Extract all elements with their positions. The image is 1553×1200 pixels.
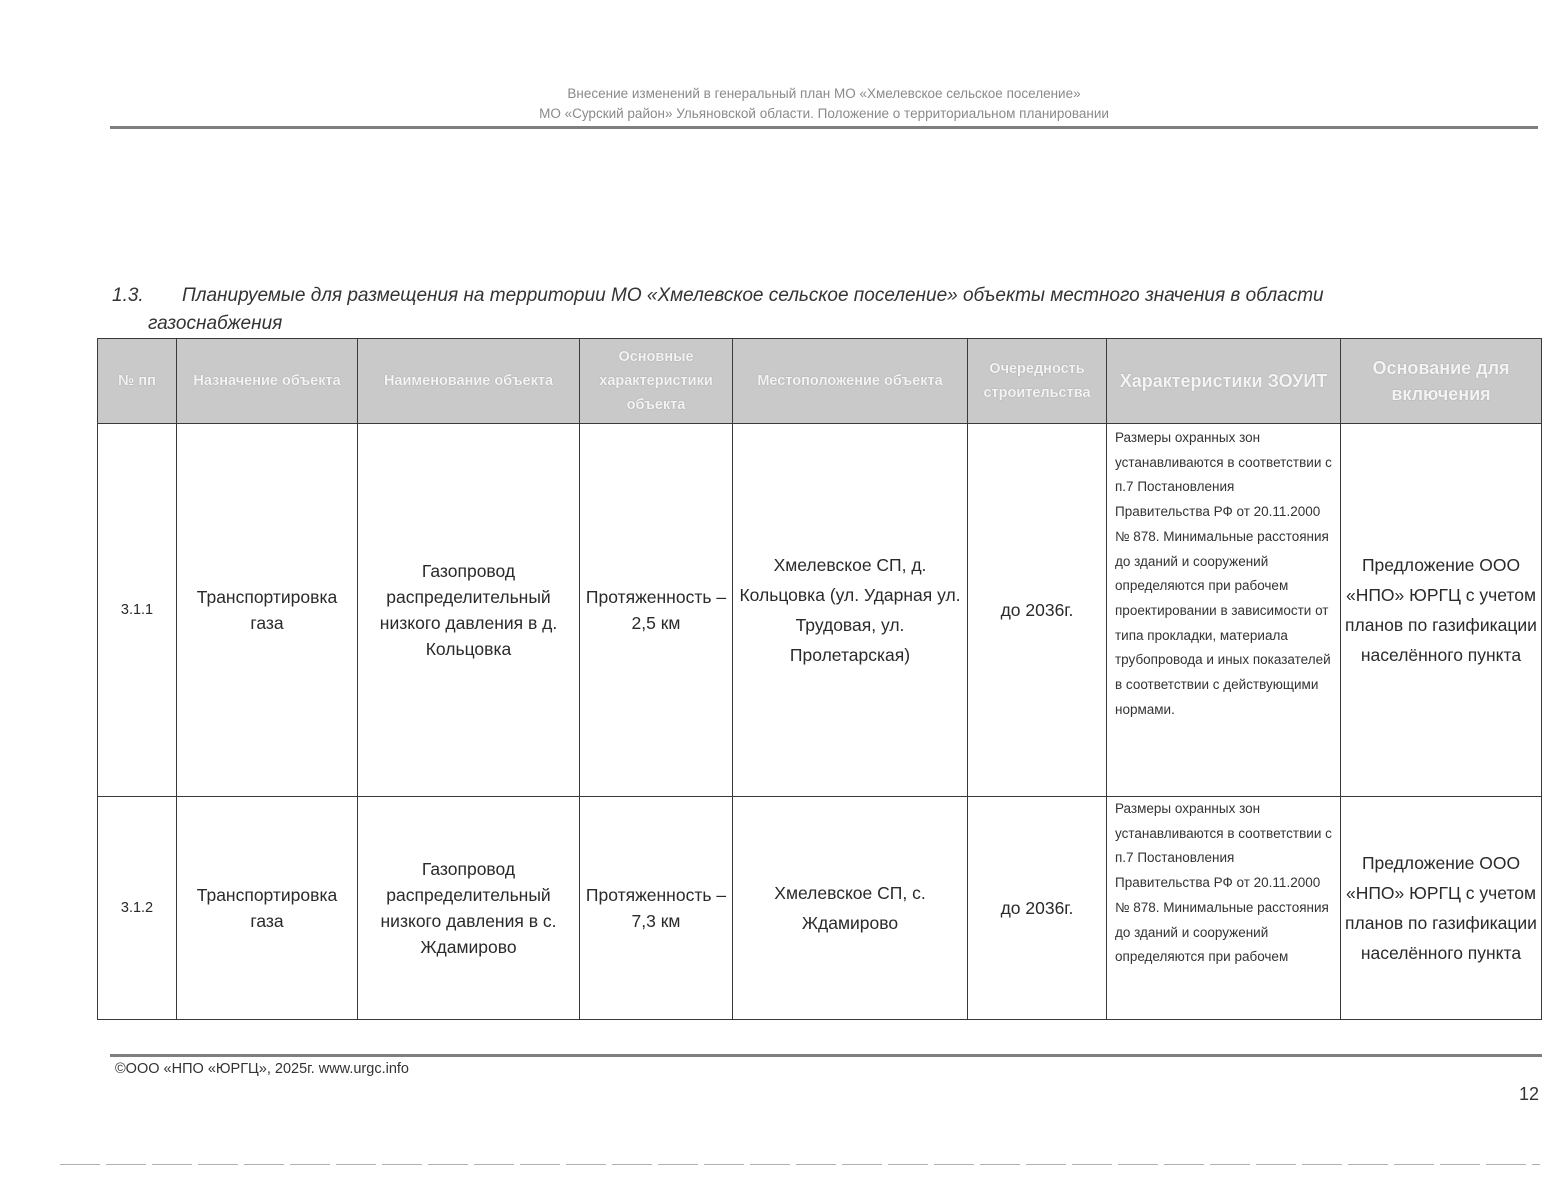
header-num: № пп: [98, 339, 177, 424]
header-line-1: Внесение изменений в генеральный план МО «Хмелевское сельское поселение»: [567, 86, 1081, 101]
cell-zouit: [1107, 797, 1341, 1020]
cell-stage: до 2036г.: [968, 424, 1107, 797]
header-rule: [110, 126, 1538, 129]
header-basis: Основание для включения: [1341, 339, 1542, 424]
section-title: [112, 282, 1538, 338]
cell-zouit-text: Размеры охранных зон устанавливаются в соответствии с п.7 Постановления Правительства РФ от 20.11.2000 № 878. Минимальные расстояния до зданий и сооружений определяются при рабочем: [1115, 801, 1332, 965]
header-line-2: МО «Сурский район» Ульяновской области. Положение о территориальном планировании: [539, 106, 1109, 121]
cell-purpose: Транспортировка газа: [177, 424, 358, 797]
cell-stage: до 2036г.: [968, 797, 1107, 1020]
running-header: [110, 84, 1538, 124]
table-row: [98, 424, 1542, 797]
cell-specs: Протяженность – 7,3 км: [580, 797, 733, 1020]
cell-specs: Протяженность – 2,5 км: [580, 424, 733, 797]
gas-objects-table: [97, 338, 1542, 1020]
section-number: 1.3.: [112, 285, 144, 306]
header-purpose: Назначение объекта: [177, 339, 358, 424]
footer-copyright: ©ООО «НПО «ЮРГЦ», 2025г. www.urgc.info: [115, 1061, 409, 1077]
header-specs: Основные характеристики объекта: [580, 339, 733, 424]
cell-location: Хмелевское СП, д. Кольцовка (ул. Ударная ул. Трудовая, ул. Пролетарская): [733, 424, 968, 797]
cell-name: Газопровод распределительный низкого давления в д. Кольцовка: [358, 424, 580, 797]
footer-rule: [110, 1054, 1542, 1057]
cell-zouit: Размеры охранных зон устанавливаются в соответствии с п.7 Постановления Правительства РФ от 20.11.2000 № 878. Минимальные расстояния до зданий и сооружений определяются при рабочем проектировании в зависимости от типа прокладки, материала трубопровода и иных показателей в соответствии с действующими нормами.: [1107, 424, 1341, 797]
cell-name: Газопровод распределительный низкого давления в с. Ждамирово: [358, 797, 580, 1020]
cell-location: Хмелевское СП, с. Ждамирово: [733, 797, 968, 1020]
header-name: Наименование объекта: [358, 339, 580, 424]
cell-num: 3.1.2: [98, 797, 177, 1020]
header-zouit: Характеристики ЗОУИТ: [1107, 339, 1341, 424]
cell-purpose: Транспортировка газа: [177, 797, 358, 1020]
section-title-line-1: Планируемые для размещения на территории МО «Хмелевское сельское поселение» объекты местного значения в области: [182, 285, 1324, 306]
section-title-line-2: газоснабжения: [148, 313, 283, 334]
header-location: Местоположение объекта: [733, 339, 968, 424]
scan-edge-line: [60, 1164, 1540, 1165]
cell-num: 3.1.1: [98, 424, 177, 797]
header-stage: Очередность строительства: [968, 339, 1107, 424]
table-header-row: [98, 339, 1542, 424]
table-row: [98, 797, 1542, 1020]
cell-basis: Предложение ООО «НПО» ЮРГЦ с учетом планов по газификации населённого пункта: [1341, 424, 1542, 797]
cell-basis: Предложение ООО «НПО» ЮРГЦ с учетом планов по газификации населённого пункта: [1341, 797, 1542, 1020]
page-number: 12: [1518, 1084, 1539, 1104]
